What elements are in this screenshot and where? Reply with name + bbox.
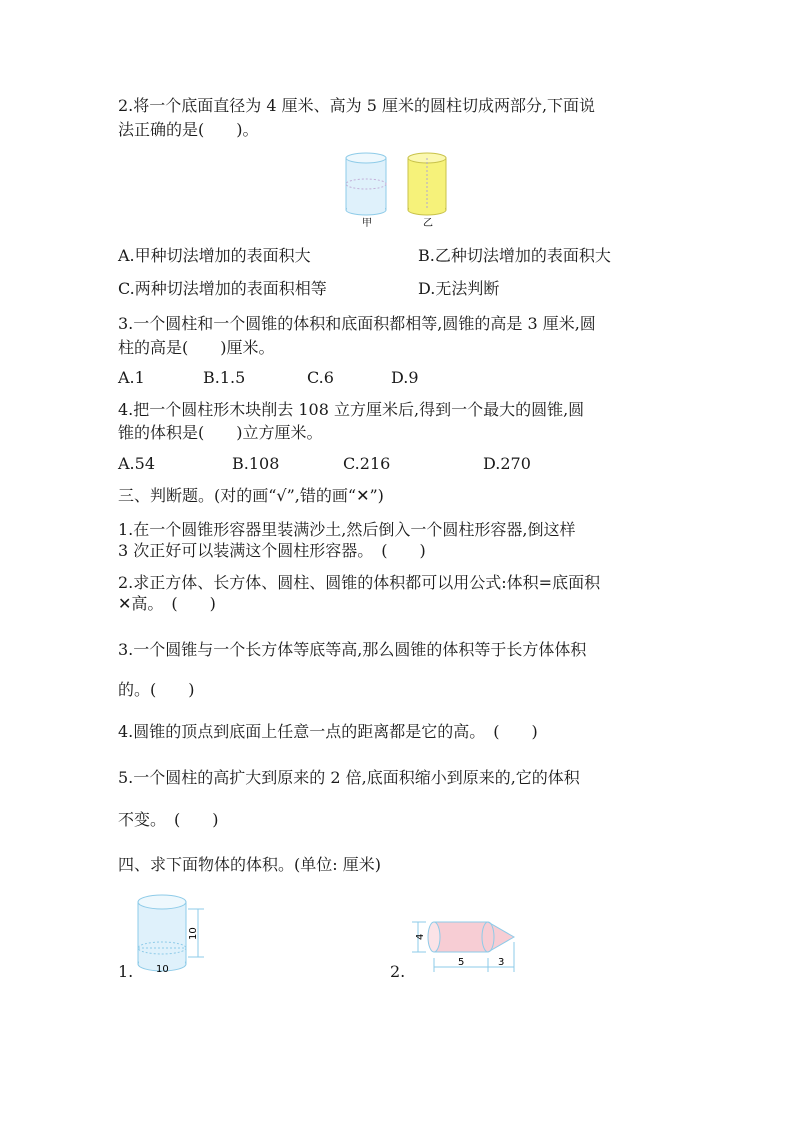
q4-option-c: C.216 [343, 454, 391, 473]
fig2-cylinder-cone-figure [408, 910, 520, 980]
q2-cylinders-figure [340, 150, 460, 232]
q2-option-b: B.乙种切法增加的表面积大 [418, 246, 611, 265]
fig2-cyl-length-label: 5 [458, 957, 465, 968]
q3-option-d: D.9 [391, 368, 419, 387]
section4-title: 四、求下面物体的体积。(单位: 厘米) [118, 855, 381, 874]
q3-option-a: A.1 [118, 368, 145, 387]
q4-line1: 4.把一个圆柱形木块削去 108 立方厘米后,得到一个最大的圆锥,圆 [118, 400, 585, 419]
q2-line1: 2.将一个底面直径为 4 厘米、高为 5 厘米的圆柱切成两部分,下面说 [118, 96, 596, 115]
s3-item3-line2: 的。( ) [118, 680, 195, 699]
s3-item4-line1: 4.圆锥的顶点到底面上任意一点的距离都是它的高。 ( ) [118, 722, 538, 741]
cylinder-a-icon [346, 153, 386, 215]
fig-label-b: 乙 [423, 218, 433, 229]
fig2-number: 2. [390, 962, 406, 981]
q4-line2: 锥的体积是( )立方厘米。 [118, 423, 323, 442]
fig2-diameter-label: 4 [415, 933, 426, 940]
section3-title: 三、判断题。(对的画“√”,错的画“✕”) [118, 486, 384, 505]
fig2-cone-length-label: 3 [498, 957, 505, 968]
s3-item3-line1: 3.一个圆锥与一个长方体等底等高,那么圆锥的体积等于长方体体积 [118, 640, 587, 659]
q4-option-a: A.54 [118, 454, 155, 473]
q2-option-a: A.甲种切法增加的表面积大 [118, 246, 311, 265]
s3-item1-line1: 1.在一个圆锥形容器里装满沙土,然后倒入一个圆柱形容器,倒这样 [118, 520, 576, 539]
q2-option-c: C.两种切法增加的表面积相等 [118, 279, 327, 298]
fig1-diameter-label: 10 [156, 964, 169, 975]
q3-option-c: C.6 [307, 368, 334, 387]
q2-line2: 法正确的是( )。 [118, 120, 259, 139]
fig1-number: 1. [118, 962, 134, 981]
fig1-cylinder-figure [132, 888, 216, 978]
fig1-height-label: 10 [188, 927, 199, 940]
q3-option-b: B.1.5 [203, 368, 246, 387]
s3-item1-line2: 3 次正好可以装满这个圆柱形容器。 ( ) [118, 541, 426, 560]
cylinder-b-icon [408, 153, 446, 215]
s3-item2-line2: ✕高。 ( ) [118, 594, 216, 613]
q3-line2: 柱的高是( )厘米。 [118, 338, 275, 357]
q3-line1: 3.一个圆柱和一个圆锥的体积和底面积都相等,圆锥的高是 3 厘米,圆 [118, 314, 596, 333]
q4-option-b: B.108 [232, 454, 280, 473]
q4-option-d: D.270 [483, 454, 531, 473]
s3-item2-line1: 2.求正方体、长方体、圆柱、圆锥的体积都可以用公式:体积=底面积 [118, 573, 601, 592]
fig-label-a: 甲 [362, 218, 372, 229]
s3-item5-line1: 5.一个圆柱的高扩大到原来的 2 倍,底面积缩小到原来的,它的体积 [118, 768, 580, 787]
q2-option-d: D.无法判断 [418, 279, 500, 298]
s3-item5-line2: 不变。 ( ) [118, 810, 219, 829]
